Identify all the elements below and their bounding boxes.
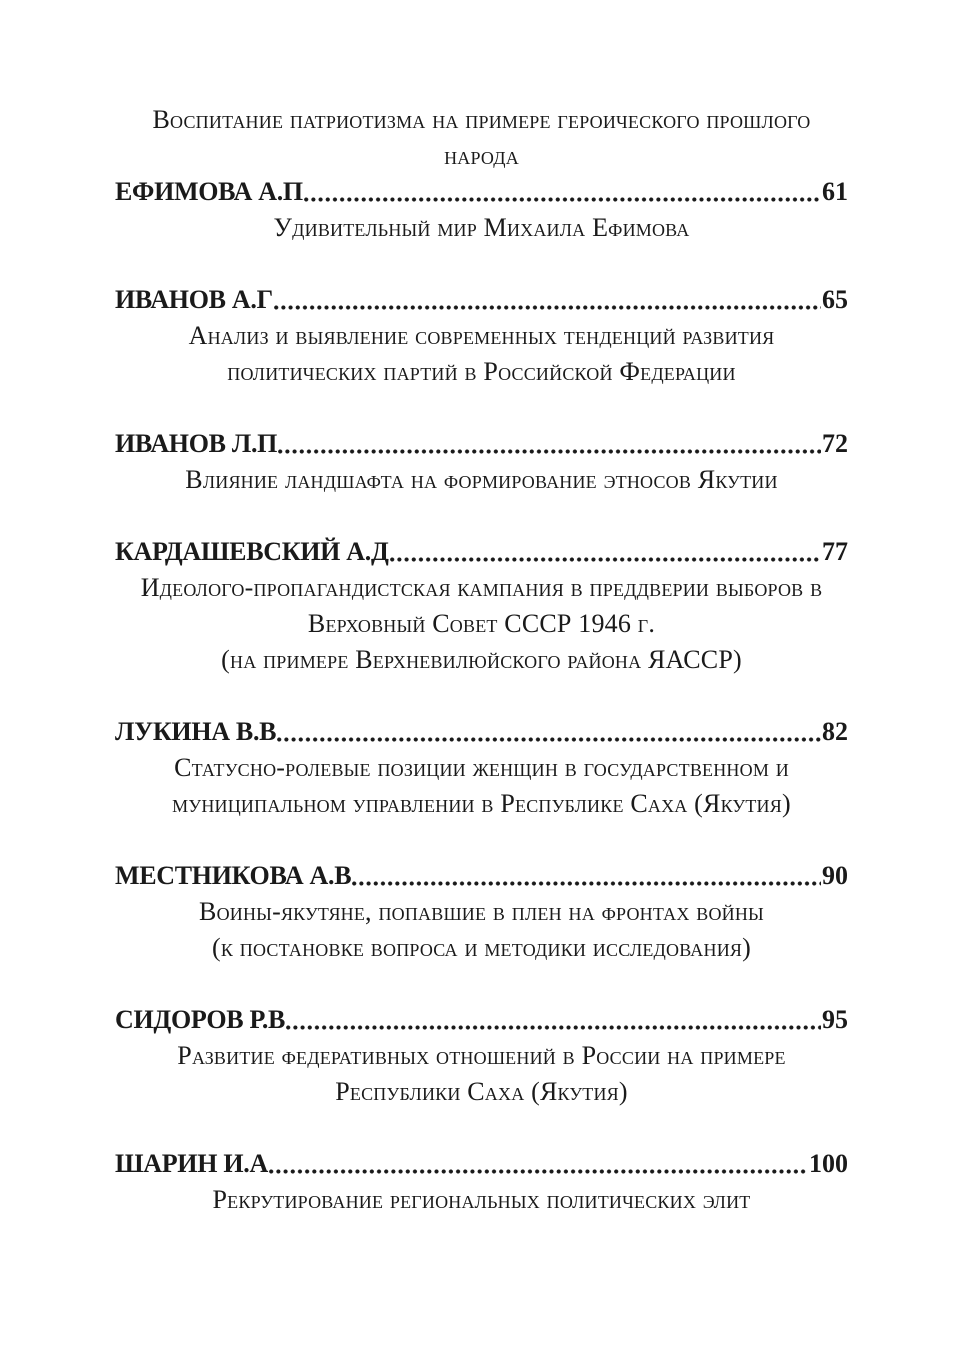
author-line (115, 174, 848, 210)
author-line (115, 714, 848, 750)
title-line: Влияние ландшафта на формирование этносов Якутии (185, 465, 778, 494)
dot-leader (276, 714, 822, 750)
page-number: 65 (822, 285, 848, 314)
author-name: КАРДАШЕВСКИЙ А.Д (115, 537, 389, 566)
carryover-title (115, 102, 848, 174)
title-line: Статусно-ролевые позиции женщин в государственном и (174, 753, 789, 782)
author-name: ШАРИН И.А (115, 1149, 268, 1178)
author-name: ИВАНОВ Л.П (115, 429, 278, 458)
carryover-title-line: Воспитание патриотизма на примере героического прошлого (152, 105, 811, 134)
page-number: 100 (809, 1149, 848, 1178)
page-number: 72 (822, 429, 848, 458)
page-number: 82 (822, 717, 848, 746)
dot-leader (389, 534, 822, 570)
author-line (115, 858, 848, 894)
title-line: (к постановке вопроса и методики исследования) (212, 933, 751, 962)
page-number: 77 (822, 537, 848, 566)
dot-leader (277, 426, 822, 462)
author-line (115, 1146, 848, 1182)
dot-leader (273, 282, 822, 318)
author-name: МЕСТНИКОВА А.В (115, 861, 352, 890)
toc-entry (115, 534, 848, 678)
author-line (115, 426, 848, 462)
author-line (115, 534, 848, 570)
toc-entry (115, 426, 848, 498)
dot-leader (285, 1002, 822, 1038)
title-line: (на примере Верхневилюйского района ЯАССР) (221, 645, 742, 674)
toc-entry (115, 282, 848, 390)
toc-entry (115, 174, 848, 246)
toc-entry (115, 1002, 848, 1110)
author-name: СИДОРОВ Р.В (115, 1005, 286, 1034)
toc-entry (115, 1146, 848, 1218)
author-line (115, 1002, 848, 1038)
title-line: Идеолого-пропагандистская кампания в преддверии выборов в (140, 573, 823, 602)
author-name: ЛУКИНА В.В (115, 717, 277, 746)
page-number: 95 (822, 1005, 848, 1034)
carryover-title-line: народа (444, 141, 519, 170)
page-number: 90 (822, 861, 848, 890)
author-name: ЕФИМОВА А.П (115, 177, 303, 206)
title-line: муниципальном управлении в Республике Саха (Якутия) (172, 789, 791, 818)
page-number: 61 (822, 177, 848, 206)
toc-entry (115, 714, 848, 822)
dot-leader (268, 1146, 809, 1182)
title-line: Развитие федеративных отношений в России на примере (177, 1041, 786, 1070)
toc-content (115, 102, 848, 1218)
title-line: Удивительный мир Михаила Ефимова (273, 213, 690, 242)
toc-entry (115, 858, 848, 966)
title-line: политических партий в Российской Федерации (227, 357, 736, 386)
title-line: Республики Саха (Якутия) (335, 1077, 628, 1106)
title-line: Верховный Совет СССР 1946 г. (307, 609, 656, 638)
dot-leader (303, 174, 822, 210)
dot-leader (351, 858, 822, 894)
author-name: ИВАНОВ А.Г (115, 285, 273, 314)
title-line: Воины-якутяне, попавшие в плен на фронтах войны (199, 897, 764, 926)
title-line: Рекрутирование региональных политических элит (212, 1185, 751, 1214)
title-line: Анализ и выявление современных тенденций развития (188, 321, 775, 350)
author-line (115, 282, 848, 318)
